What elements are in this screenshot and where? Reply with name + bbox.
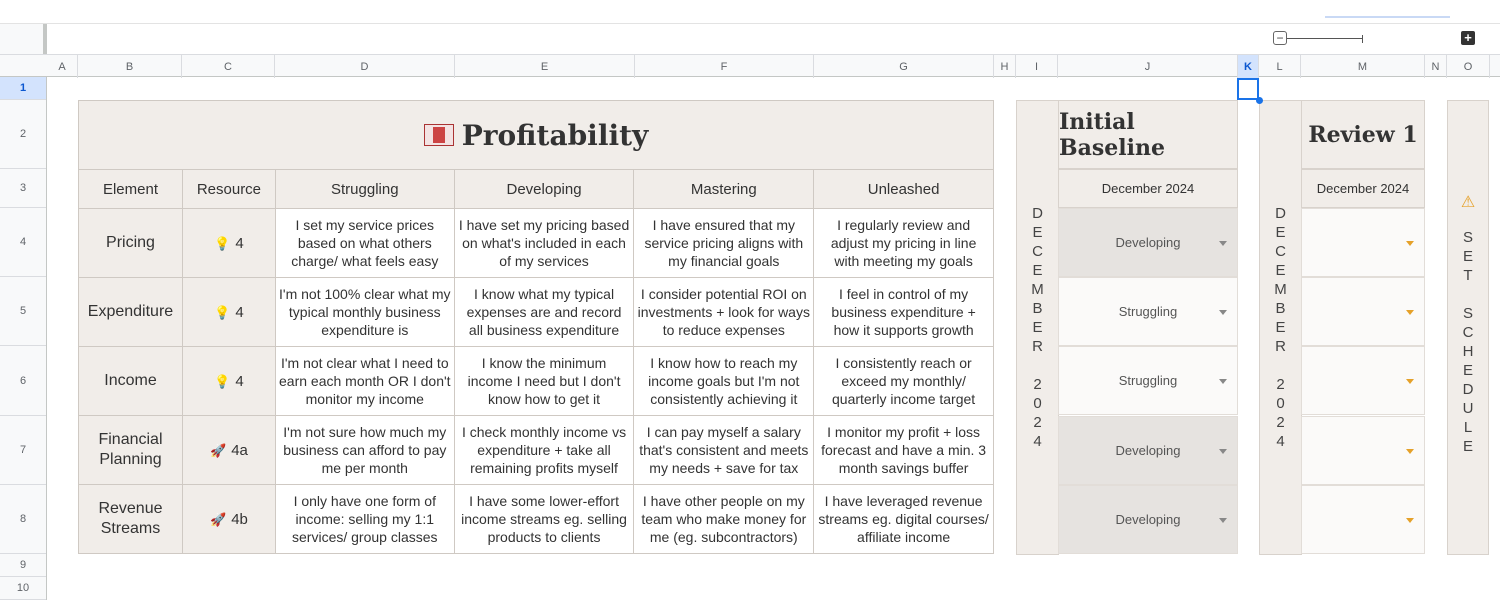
mastering-description: I have ensured that my service pricing aligns with my financial goals (634, 209, 814, 278)
element-cell: Income (79, 347, 183, 416)
chevron-down-icon[interactable] (1406, 379, 1414, 384)
rocket-icon: 🚀 (210, 511, 227, 527)
column-title-developing: Developing (454, 170, 634, 209)
column-header-o[interactable]: O (1447, 55, 1490, 78)
column-headers (0, 54, 1500, 77)
mastering-description: I consider potential ROI on investments + look for ways to reduce expenses (634, 278, 814, 347)
chevron-down-icon[interactable] (1406, 449, 1414, 454)
row-header-8[interactable]: 8 (0, 485, 46, 554)
column-header-c[interactable]: C (182, 55, 275, 78)
zoom-slider[interactable] (1287, 38, 1363, 39)
column-header-m[interactable]: M (1301, 55, 1425, 78)
developing-description: I check monthly income vs expenditure + take all remaining profits myself (454, 416, 634, 485)
table-header-row (79, 170, 994, 209)
element-cell: Expenditure (79, 278, 183, 347)
status-dropdown[interactable] (1301, 416, 1425, 485)
mastering-description: I can pay myself a salary that's consistent and meets my needs + save for tax (634, 416, 814, 485)
column-title-struggling: Struggling (275, 170, 454, 209)
dropdown-value: Struggling (1118, 373, 1178, 388)
row-header-9[interactable]: 9 (0, 554, 46, 577)
status-dropdown[interactable] (1058, 346, 1238, 415)
column-header-a[interactable]: A (47, 55, 78, 78)
baseline-title: Initial Baseline (1058, 100, 1238, 169)
profitability-table (78, 100, 994, 554)
developing-description: I have some lower-effort income streams eg. selling products to clients (454, 485, 634, 554)
chevron-down-icon[interactable] (1406, 310, 1414, 315)
resource-value: 4 (235, 303, 244, 321)
review-date: December 2024 (1301, 169, 1425, 208)
baseline-date: December 2024 (1058, 169, 1238, 208)
unleashed-description: I regularly review and adjust my pricing in line with meeting my goals (814, 209, 994, 278)
status-dropdown[interactable] (1301, 277, 1425, 346)
row-headers (0, 77, 47, 600)
status-dropdown[interactable] (1301, 346, 1425, 415)
column-header-k[interactable]: K (1238, 55, 1259, 78)
column-header-i[interactable]: I (1016, 55, 1058, 78)
status-dropdown[interactable] (1301, 485, 1425, 554)
review-title: Review 1 (1301, 100, 1425, 169)
mastering-description: I know how to reach my income goals but I'm not consistently achieving it (634, 347, 814, 416)
toolbar-accent (1325, 16, 1450, 18)
column-title-unleashed: Unleashed (814, 170, 994, 209)
column-header-l[interactable]: L (1259, 55, 1301, 78)
zoom-out-icon[interactable]: − (1273, 31, 1287, 45)
review-side-label: D E C E M B E R 2 0 2 4 (1259, 100, 1302, 555)
unleashed-description: I monitor my profit + loss forecast and have a min. 3 month savings buffer (814, 416, 994, 485)
developing-description: I know what my typical expenses are and record all business expenditure (454, 278, 634, 347)
chevron-down-icon[interactable] (1219, 241, 1227, 246)
table-title: Profitability (79, 101, 994, 170)
chevron-down-icon[interactable] (1406, 241, 1414, 246)
developing-description: I know the minimum income I need but I don't know how to get it (454, 347, 634, 416)
resource-value: 4 (235, 372, 244, 390)
column-header-f[interactable]: F (635, 55, 814, 78)
table-row (79, 347, 994, 416)
chevron-down-icon[interactable] (1219, 449, 1227, 454)
add-icon[interactable]: + (1461, 31, 1475, 45)
lightbulb-icon: 💡 (214, 304, 231, 320)
developing-description: I have set my pricing based on what's included in each of my services (454, 209, 634, 278)
struggling-description: I'm not 100% clear what my typical monthly business expenditure is (275, 278, 454, 347)
struggling-description: I set my service prices based on what others charge/ what feels easy (275, 209, 454, 278)
struggling-description: I'm not clear what I need to earn each month OR I don't monitor my income (275, 347, 454, 416)
struggling-description: I'm not sure how much my business can afford to pay me per month (275, 416, 454, 485)
element-cell: Revenue Streams (79, 485, 183, 554)
schedule-panel: ⚠ S E T S C H E D U L E (1447, 100, 1489, 555)
row-header-1[interactable]: 1 (0, 77, 46, 100)
table-row (79, 485, 994, 554)
resource-cell[interactable] (182, 278, 275, 347)
dropdown-value: Struggling (1118, 304, 1178, 319)
status-dropdown[interactable] (1058, 485, 1238, 554)
row-header-10[interactable]: 10 (0, 577, 46, 600)
rocket-icon: 🚀 (210, 442, 227, 458)
lightbulb-icon: 💡 (214, 235, 231, 251)
resource-cell[interactable] (182, 416, 275, 485)
column-header-d[interactable]: D (275, 55, 455, 78)
warning-icon: ⚠ (1460, 194, 1476, 211)
table-row (79, 278, 994, 347)
column-header-g[interactable]: G (814, 55, 994, 78)
status-dropdown[interactable] (1058, 208, 1238, 277)
unleashed-description: I consistently reach or exceed my monthly/ quarterly income target (814, 347, 994, 416)
unleashed-description: I feel in control of my business expenditure + how it supports growth (814, 278, 994, 347)
row-header-6[interactable]: 6 (0, 346, 46, 416)
column-header-j[interactable]: J (1058, 55, 1238, 78)
chevron-down-icon[interactable] (1219, 518, 1227, 523)
resource-cell[interactable] (182, 485, 275, 554)
lightbulb-icon: 💡 (214, 373, 231, 389)
chevron-down-icon[interactable] (1219, 379, 1227, 384)
column-header-b[interactable]: B (78, 55, 182, 78)
resource-value: 4 (235, 234, 244, 252)
status-dropdown[interactable] (1058, 277, 1238, 346)
table-row (79, 416, 994, 485)
chevron-down-icon[interactable] (1406, 518, 1414, 523)
zoom-slider-end (1362, 35, 1363, 43)
top-toolbar-strip (0, 0, 1500, 24)
column-header-n[interactable]: N (1425, 55, 1447, 78)
chevron-down-icon[interactable] (1219, 310, 1227, 315)
column-title-resource: Resource (182, 170, 275, 209)
struggling-description: I only have one form of income: selling my 1:1 services/ group classes (275, 485, 454, 554)
element-cell: Financial Planning (79, 416, 183, 485)
element-cell: Pricing (79, 209, 183, 278)
dropdown-value: Developing (1115, 235, 1181, 250)
resource-value: 4a (231, 441, 248, 459)
fill-handle[interactable] (1256, 97, 1263, 104)
book-icon (424, 124, 454, 146)
table-row (79, 209, 994, 278)
status-dropdown[interactable] (1301, 208, 1425, 277)
row-header-7[interactable]: 7 (0, 416, 46, 485)
resource-cell[interactable] (182, 347, 275, 416)
active-cell-selection[interactable] (1237, 78, 1259, 100)
row-header-5[interactable]: 5 (0, 277, 46, 346)
row-header-4[interactable]: 4 (0, 208, 46, 277)
dropdown-value: Developing (1115, 443, 1181, 458)
baseline-side-label: D E C E M B E R 2 0 2 4 (1016, 100, 1059, 555)
column-header-h[interactable]: H (994, 55, 1016, 78)
mastering-description: I have other people on my team who make money for me (eg. subcontractors) (634, 485, 814, 554)
resource-value: 4b (231, 510, 248, 528)
row-header-2[interactable]: 2 (0, 100, 46, 169)
dropdown-value: Developing (1115, 512, 1181, 527)
column-title-mastering: Mastering (634, 170, 814, 209)
column-header-e[interactable]: E (455, 55, 635, 78)
status-dropdown[interactable] (1058, 416, 1238, 485)
row-header-3[interactable]: 3 (0, 169, 46, 208)
resource-cell[interactable] (182, 209, 275, 278)
unleashed-description: I have leveraged revenue streams eg. digital courses/ affiliate income (814, 485, 994, 554)
column-title-element: Element (79, 170, 183, 209)
